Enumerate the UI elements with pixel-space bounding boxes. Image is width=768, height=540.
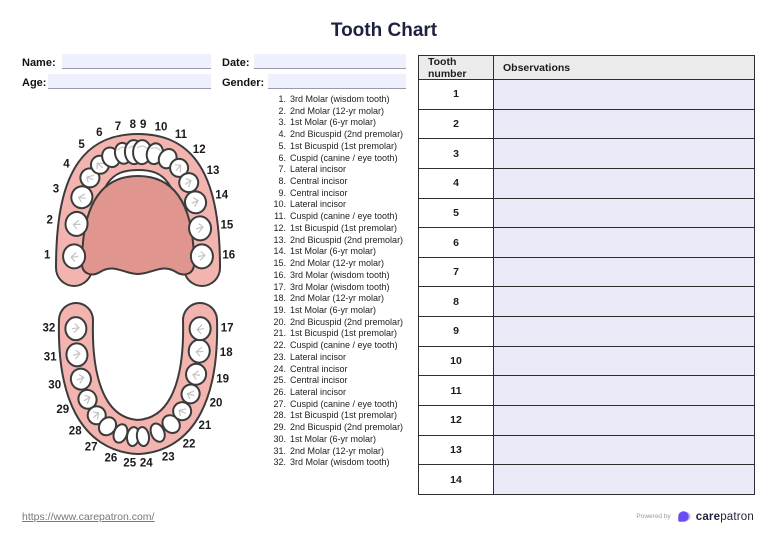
tooth-list-item [268, 176, 403, 188]
tooth-list-label: Lateral incisor [290, 351, 347, 362]
tooth-number-label: 3 [52, 183, 60, 196]
tooth-number-cell: 13 [419, 436, 494, 465]
tooth-list-label: 2nd Molar (12-yr molar) [290, 445, 385, 456]
tooth-list-number: 22. [273, 340, 286, 351]
observation-cell[interactable] [494, 110, 754, 139]
tooth-number-label: 19 [216, 373, 229, 386]
upper-arch-diagram [36, 116, 240, 288]
tooth-list-number: 31. [273, 445, 286, 456]
observation-cell[interactable] [494, 228, 754, 257]
tooth-list-label: Lateral incisor [290, 386, 347, 397]
tooth-list-number: 3. [278, 117, 286, 128]
tooth-list-item [268, 164, 403, 176]
tooth-list-number: 15. [273, 258, 286, 269]
tooth-list-number: 7. [278, 164, 286, 175]
table-row [419, 228, 754, 258]
carepatron-link[interactable]: https://www.carepatron.com/ [22, 511, 155, 523]
powered-by-label: Powered by [636, 513, 671, 520]
observation-cell[interactable] [494, 347, 754, 376]
brand-wordmark [696, 511, 754, 523]
tooth-list-item [268, 387, 403, 399]
tooth-number-cell: 6 [419, 228, 494, 257]
tooth-list-label: 1st Molar (6-yr molar) [290, 117, 377, 128]
table-row [419, 317, 754, 347]
tooth-list-label: 3rd Molar (wisdom tooth) [290, 269, 390, 280]
tooth-number-label: 16 [222, 249, 236, 262]
tooth-number-label: 14 [215, 189, 229, 202]
observations-header: Observations [503, 61, 571, 74]
tooth-number-cell: 14 [419, 465, 494, 494]
table-row [419, 347, 754, 377]
tooth-list-number: 19. [273, 304, 286, 315]
tooth-number-cell: 1 [419, 80, 494, 109]
tooth-list-item [268, 457, 403, 469]
tooth-name-list [268, 94, 403, 469]
tooth-list-label: 2nd Bicuspid (2nd premolar) [290, 129, 404, 140]
tooth-number-label: 21 [198, 419, 212, 432]
name-field[interactable] [62, 54, 211, 69]
tooth-list-item [268, 153, 403, 165]
tooth-list-label: 1st Molar (6-yr molar) [290, 304, 377, 315]
tooth-list-label: Cuspid (canine / eye tooth) [290, 152, 398, 163]
tooth-list-item [268, 129, 403, 141]
tooth-list-label: Central incisor [290, 187, 348, 198]
powered-by-brand [636, 509, 754, 524]
tooth-list-label: Cuspid (canine / eye tooth) [290, 211, 398, 222]
tooth-list-label: Cuspid (canine / eye tooth) [290, 340, 398, 351]
tooth-list-item [268, 258, 403, 270]
tooth-number-cell: 4 [419, 169, 494, 198]
observation-cell[interactable] [494, 376, 754, 405]
tooth-list-item [268, 352, 403, 364]
page-title: Tooth Chart [330, 20, 438, 41]
tooth-list-label: 3rd Molar (wisdom tooth) [290, 457, 390, 468]
tooth-list-number: 14. [273, 246, 286, 257]
table-row [419, 139, 754, 169]
tooth-number-label: 32 [42, 322, 56, 335]
tooth-list-item [268, 399, 403, 411]
tooth-list-number: 6. [278, 152, 286, 163]
tooth-list-label: 1st Bicuspid (1st premolar) [290, 328, 398, 339]
tooth-list-number: 24. [273, 363, 286, 374]
date-field[interactable] [254, 54, 406, 69]
tooth-number-label: 31 [43, 351, 57, 364]
tooth-number-cell: 11 [419, 376, 494, 405]
tooth-list-item [268, 340, 403, 352]
tooth-list-label: 1st Molar (6-yr molar) [290, 433, 377, 444]
tooth-list-item [268, 282, 403, 294]
table-row [419, 169, 754, 199]
observation-cell[interactable] [494, 406, 754, 435]
tooth-number-label: 2 [46, 214, 53, 227]
table-row [419, 199, 754, 229]
tooth-number-label: 24 [139, 457, 153, 470]
observation-cell[interactable] [494, 436, 754, 465]
tooth-list-label: 3rd Molar (wisdom tooth) [290, 94, 390, 104]
tooth-list-item [268, 188, 403, 200]
tooth-list-item [268, 94, 403, 106]
table-row [419, 436, 754, 466]
name-label: Name: [22, 57, 56, 69]
tooth-list-number: 30. [273, 433, 286, 444]
tooth-number-label: 17 [220, 322, 234, 335]
tooth-number-cell: 8 [419, 287, 494, 316]
tooth-list-label: Cuspid (canine / eye tooth) [290, 398, 398, 409]
age-field[interactable] [48, 74, 211, 89]
observation-cell[interactable] [494, 287, 754, 316]
tooth-number-label: 23 [161, 451, 175, 464]
tooth-list-item [268, 117, 403, 129]
tooth-number-label: 18 [219, 347, 233, 360]
tooth-list-number: 1. [278, 94, 286, 104]
tooth-list-item [268, 246, 403, 258]
table-row [419, 465, 754, 494]
tooth-list-label: 2nd Molar (12-yr molar) [290, 293, 385, 304]
tooth-list-number: 25. [273, 375, 286, 386]
brand-patron: patron [720, 510, 754, 523]
tooth-list-label: Lateral incisor [290, 199, 347, 210]
tooth-list-label: 1st Molar (6-yr molar) [290, 246, 377, 257]
tooth-number-label: 5 [78, 139, 85, 151]
table-row [419, 80, 754, 110]
tooth-number-label: 15 [220, 219, 234, 232]
tooth-list-item [268, 141, 403, 153]
observation-cell[interactable] [494, 258, 754, 287]
carepatron-logo-icon [676, 509, 691, 524]
tooth-number-cell: 9 [419, 317, 494, 346]
tooth-list-item [268, 375, 403, 387]
tooth-list-item [268, 317, 403, 329]
tooth-list-item [268, 305, 403, 317]
tooth-list-number: 12. [273, 222, 286, 233]
tooth-list-number: 11. [274, 211, 286, 222]
table-row [419, 376, 754, 406]
tooth-list-item [268, 446, 403, 458]
tooth-number-label: 25 [123, 457, 137, 470]
tooth-number-label: 1 [43, 249, 51, 262]
table-row [419, 110, 754, 140]
tooth-number-label: 13 [206, 165, 220, 178]
tooth-list-number: 20. [273, 316, 286, 327]
tooth-list-label: Central incisor [290, 375, 348, 386]
tooth-number-header: Tooth number [419, 56, 494, 79]
tooth-list-number: 5. [278, 140, 286, 151]
tooth-list-label: 2nd Bicuspid (2nd premolar) [290, 234, 404, 245]
observation-cell[interactable] [494, 80, 754, 109]
tooth-number-label: 20 [209, 397, 223, 410]
brand-care: care [695, 510, 721, 523]
lower-arch-svg [36, 302, 240, 474]
tooth-number-cell: 7 [419, 258, 494, 287]
tooth-list-number: 2. [278, 105, 286, 116]
tooth-list-label: 2nd Molar (12-yr molar) [290, 258, 385, 269]
tooth-list-item [268, 223, 403, 235]
tooth-number-label: 29 [56, 404, 70, 417]
tooth-list-number: 28. [273, 410, 286, 421]
tooth-list-item [268, 410, 403, 422]
tooth-list-number: 21. [273, 328, 286, 339]
table-row [419, 406, 754, 436]
tooth-list-item [268, 211, 403, 223]
tooth-list-label: 1st Bicuspid (1st premolar) [290, 140, 398, 151]
tooth-list-item [268, 434, 403, 446]
tooth-list-label: 3rd Molar (wisdom tooth) [290, 281, 390, 292]
tooth-list-number: 17. [273, 281, 286, 292]
table-header-row [419, 56, 754, 80]
tooth-list-item [268, 106, 403, 118]
observation-cell[interactable] [494, 169, 754, 198]
observation-cell[interactable] [494, 465, 754, 494]
tooth-list-number: 29. [273, 422, 286, 433]
tooth-list-number: 27. [273, 398, 286, 409]
tooth-number-label: 10 [154, 121, 168, 134]
tooth-number-label: 27 [84, 441, 98, 454]
tooth-number-label: 22 [182, 438, 196, 451]
tooth-list-number: 16. [273, 269, 286, 280]
tooth-list-item [268, 422, 403, 434]
tooth-list-number: 9. [278, 187, 286, 198]
tooth-number-label: 7 [114, 120, 122, 133]
tooth-list-number: 8. [278, 176, 286, 187]
tooth-list-label: Central incisor [290, 176, 348, 187]
tooth-number-label: 4 [63, 158, 70, 171]
tooth-list-number: 4. [278, 129, 286, 140]
tooth-list-item [268, 270, 403, 282]
tooth-list-label: Lateral incisor [290, 164, 347, 175]
tooth-list-label: 2nd Molar (12-yr molar) [290, 105, 385, 116]
tooth-number-label: 8 [129, 119, 137, 132]
tooth-list-number: 23. [273, 351, 286, 362]
tooth-number-label: 9 [139, 119, 147, 132]
tooth-list-number: 32. [273, 457, 286, 468]
tooth-number-cell: 3 [419, 139, 494, 168]
tooth-number-cell: 5 [419, 199, 494, 228]
tooth-number-label: 30 [48, 379, 62, 392]
age-label: Age: [22, 77, 47, 89]
tooth-list-label: Central incisor [290, 363, 348, 374]
tooth-list-number: 18. [273, 293, 286, 304]
tooth-list-label: 2nd Bicuspid (2nd premolar) [290, 422, 404, 433]
observation-cell[interactable] [494, 199, 754, 228]
gender-label: Gender: [222, 77, 265, 89]
tooth-list-item [268, 235, 403, 247]
date-label: Date: [222, 57, 250, 69]
tooth-list-item [268, 199, 403, 211]
table-row [419, 258, 754, 288]
tooth-number-cell: 12 [419, 406, 494, 435]
gender-field[interactable] [268, 74, 406, 89]
tooth-number-label: 11 [174, 129, 188, 142]
tooth-list-label: 2nd Bicuspid (2nd premolar) [290, 316, 404, 327]
observation-cell[interactable] [494, 317, 754, 346]
tooth-number-label: 12 [192, 143, 206, 156]
tooth-number-label: 26 [104, 452, 118, 465]
tooth-list-number: 13. [273, 234, 286, 245]
observation-cell[interactable] [494, 139, 754, 168]
tooth-list-item [268, 364, 403, 376]
tooth-list-number: 10. [273, 199, 286, 210]
tooth-list-label: 1st Bicuspid (1st premolar) [290, 222, 398, 233]
tooth-list-item [268, 293, 403, 305]
table-row [419, 287, 754, 317]
tooth-number-cell: 10 [419, 347, 494, 376]
tooth-number-cell: 2 [419, 110, 494, 139]
tooth-list-label: 1st Bicuspid (1st premolar) [290, 410, 398, 421]
tooth-number-label: 28 [68, 425, 82, 438]
tooth-list-item [268, 328, 403, 340]
observations-table [418, 55, 755, 495]
tooth-number-label: 6 [96, 126, 103, 139]
lower-arch-diagram [36, 302, 240, 474]
tooth-list-number: 26. [273, 386, 286, 397]
upper-arch-svg [36, 116, 240, 288]
